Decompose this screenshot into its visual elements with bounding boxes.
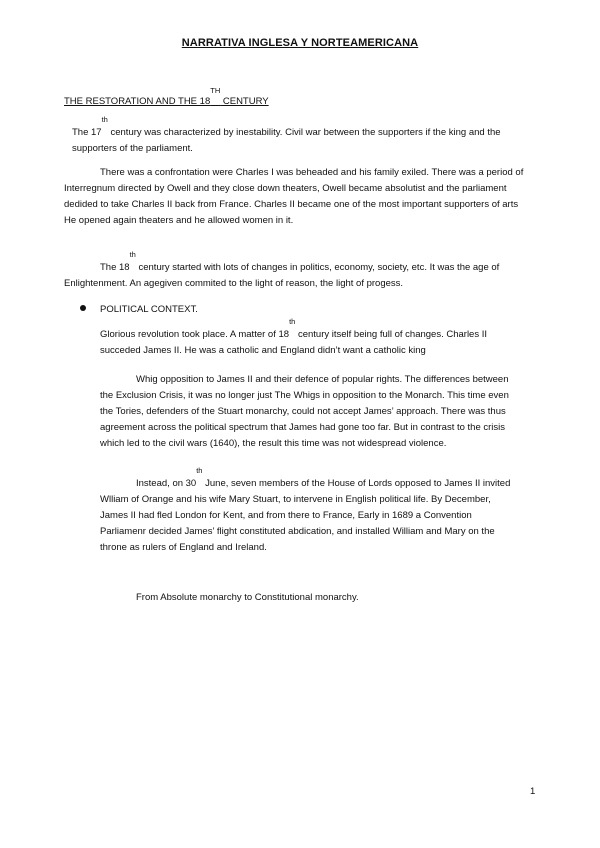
section-heading-superscript: TH (210, 86, 221, 95)
section-heading-text: THE RESTORATION AND THE 18 (64, 96, 211, 107)
document-title: NARRATIVA INGLESA Y NORTEAMERICANA (181, 37, 419, 49)
bullet-label: POLITICAL CONTEXT. (100, 304, 198, 315)
section-heading (64, 86, 269, 107)
p1-end: century was characterized by inestability. Civil war between the supporters if the king and the supporters of the parliament. (72, 127, 501, 154)
p1-start: The 17 (72, 127, 102, 138)
paragraph-instead (100, 466, 520, 556)
p3-superscript: th (129, 250, 136, 259)
p1-superscript: th (101, 115, 108, 124)
p4-start: Glorious revolution took place. A matter of 18 (100, 329, 290, 340)
paragraph-whig-opposition: Whig opposition to James II and their defence of popular rights. The differences between the Exclusion Crisis, it was no longer just The Whigs in opposition to the Monarch. This time even the Tories, defenders of the Stuart monarchy, could not accept James’ approach. There was thus agreement across the political spectrum that James had gone too far. But in contrast to the crisis which led to the civil wars (1640), the result this time was not widespread violence. (100, 374, 509, 449)
paragraph-18th-century (64, 250, 524, 292)
p4-end: century itself being full of changes. Charles II succeded James II. He was a catholic and England didn’t want a catholic king (100, 329, 488, 356)
paragraph-glorious-revolution (100, 317, 530, 359)
bullet-political-context (80, 304, 198, 315)
paragraph-confrontation: There was a confrontation were Charles I was beheaded and his family exiled. There was a period of Interregnum directed by Owell and they close down theaters, Owell became absolutist and the parliament dedided to take Charles II back from France. Charles II became one of the most important supporters of arts He opened again theaters and he allowed women in it. (64, 167, 524, 226)
p3-start: The 18 (100, 262, 130, 273)
p4-superscript: th (289, 317, 296, 326)
page-number: 1 (530, 786, 536, 797)
bullet-icon (80, 305, 86, 311)
p6-end: June, seven members of the House of Lords opposed to James II invited Wlliam of Orange and his wife Mary Stuart, to intervene in English political life. By December, James II had fled London for Kent, and from there to France, Early in 1689 a Convention Parliamenr decided James’ flight constituted abdication, and installed William and Mary on the throne as rulers of England and Ireland. (100, 478, 511, 553)
paragraph-absolute-to-constitutional: From Absolute monarchy to Constitutional monarchy. (136, 592, 359, 603)
section-heading-suffix: CENTURY (220, 96, 269, 107)
p3-end: century started with lots of changes in politics, economy, society, etc. It was the age of Enlightenment. An agegiven commited to the light of reason, the light of progess. (64, 262, 500, 289)
paragraph-17th-century (72, 115, 522, 157)
p6-superscript: th (196, 466, 203, 475)
p6-start: Instead, on 30 (136, 478, 197, 489)
